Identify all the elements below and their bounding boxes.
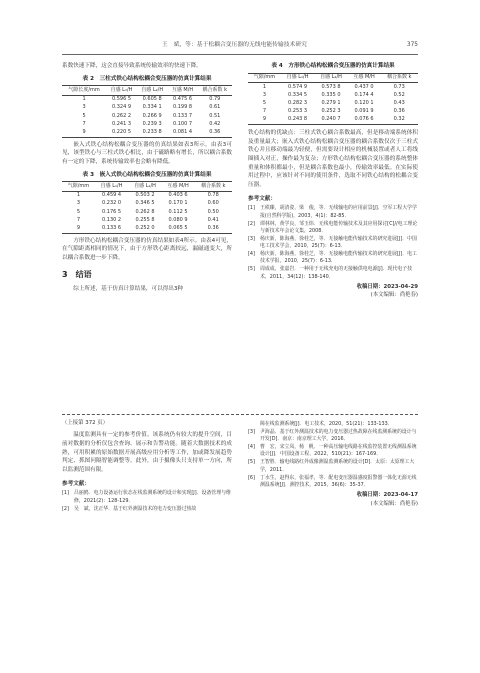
- table-cell: 0.262 8: [135, 208, 155, 215]
- reference-item: [248, 266, 418, 281]
- table-cell: 9: [62, 129, 106, 138]
- table-row: [248, 83, 418, 92]
- continued-left-column: [62, 419, 232, 513]
- table-header-cell: 互感 M/H: [162, 182, 195, 192]
- reference-list: [62, 490, 232, 513]
- reference-text: 王智胜．输电线路红外成像测温监测系统的设计[D]．太原：太原理工大学，2011．: [260, 459, 415, 473]
- reference-text: 王秩臻，胡清姿，梁 俊，等．无线输电的应用前景[J]．空军工程大学学报(自然科学版)，2003，4(1)：82-85．: [260, 205, 417, 219]
- table-cell: 0.239 3: [142, 120, 162, 127]
- table-cell: 0.199 8: [172, 104, 193, 111]
- table2: [62, 85, 232, 137]
- reference-list: [248, 421, 418, 489]
- table-cell: 1: [82, 96, 86, 103]
- reference-text: 丁水生，赵得东，张福孝，等．配电变压器温感度报警器一体化无源无线测温系统[J]．测控技术，2015，36(6)：35-37．: [260, 474, 417, 488]
- table-cell: 0.334 1: [142, 104, 162, 111]
- reference-text: 曹 宏，宋立凤，杨 帆．一种高压输电线路在线监控装置无线测温系统设计[J]．中国设备工程，2022，510(21)：167-169．: [260, 444, 417, 458]
- table-cell: 0.220 5: [106, 129, 137, 138]
- reference-list: [248, 205, 418, 281]
- table4-caption: 表 4 方形铁心结构松耦合变压器的仿真计算结果: [271, 63, 395, 69]
- reference-text: 尹海晶．基于红外测温技术的电力变压器过热故障在线监测系统的设计与开发[D]．南京：南京理工大学，2016．: [260, 428, 417, 443]
- table-cell: 7: [82, 120, 86, 127]
- reference-item: [248, 236, 418, 251]
- table-row: [62, 208, 232, 216]
- reference-number: [1]: [248, 205, 255, 212]
- table2-caption: 表 2 三柱式铁心结构松耦合变压器的仿真计算结果: [82, 75, 212, 82]
- reference-number: [1]: [62, 490, 69, 497]
- table-cell: 0.282 3: [288, 99, 308, 106]
- table-cell: 1: [262, 83, 267, 90]
- reference-number: [5]: [248, 266, 255, 273]
- table-cell: 0.335 0: [321, 91, 341, 98]
- table-cell: 0.52: [393, 91, 405, 98]
- table-cell: 0.346 5: [135, 200, 155, 207]
- table-row: [62, 112, 232, 120]
- table-cell: 7: [76, 216, 81, 223]
- table-cell: 0.78: [207, 192, 219, 199]
- table-cell: 0.100 7: [172, 120, 193, 127]
- table-header-cell: 互感 M/H: [168, 86, 198, 96]
- table-row: [62, 192, 232, 201]
- table-header-cell: 耦合系数 k: [380, 73, 418, 83]
- reference-number: [248, 421, 260, 428]
- table-row: [62, 200, 232, 208]
- body-paragraph: 温度监测具有一定的参考价值。该系统仍有较大的提升空间，目前对数据的分析仅包含查询、展示和告警功能。随着大数据技术的成熟，可用积累的原始数据开展高级应用分析等工作，加或降发展趋势判定、抓图问隔智能调整等。此外，由于摄像头只支持单一方向，所以监测范围有限。: [62, 432, 232, 473]
- table-cell: 0.240 7: [314, 116, 347, 125]
- right-column: [248, 62, 418, 300]
- table-cell: 0.596 5: [111, 96, 132, 103]
- table3: [62, 181, 232, 233]
- reference-item: [248, 251, 418, 266]
- reference-text: 吴 斌，沈正华．基于红外测温技术的电力变压器过热故: [74, 505, 197, 512]
- table-cell: 0.080 9: [168, 216, 188, 223]
- table-header-cell: 气隙/mm: [248, 73, 281, 83]
- page-number: 375: [406, 42, 418, 48]
- table-header-cell: 气隙长度/mm: [62, 86, 106, 96]
- table-cell: 0.60: [207, 200, 219, 207]
- table-cell: 0.475 6: [172, 96, 193, 103]
- table-cell: 0.334 5: [288, 91, 308, 98]
- body-paragraph: 方形铁心结构松耦合变压器的仿真结果如表4所示。由表4可见，在气隙距离相同的情况下，由于方形铁心距离较远，漏磁通变大，所以耦合系数进一步下降。: [62, 237, 232, 261]
- reference-item: [248, 221, 418, 236]
- table-cell: 0.176 5: [102, 208, 122, 215]
- table-cell: 0.574 9: [288, 83, 308, 90]
- table-cell: 0.253 3: [288, 107, 308, 114]
- table-cell: 3: [82, 104, 86, 111]
- reference-number: [2]: [62, 505, 69, 512]
- reference-text: 杨庆新，陈海燕，徐桂芝，等．无接触电能传输技术的研究进展[J]．中国电工技术学会，2010，25(7)：6-13．: [260, 235, 417, 250]
- reference-number: [2]: [248, 220, 255, 227]
- table-cell: 0.255 8: [135, 216, 155, 223]
- table-cell: 0.459 4: [102, 192, 122, 199]
- section-heading: 3 结语: [62, 269, 92, 279]
- table-header-cell: 自感 L₁/H: [95, 182, 128, 192]
- table-row: [62, 216, 232, 224]
- table-cell: 0.241 3: [111, 120, 132, 127]
- continued-note: （上接第 372 页）: [62, 420, 109, 426]
- table-cell: 0.36: [194, 225, 232, 234]
- reference-item: [248, 444, 418, 459]
- reference-item: [62, 490, 232, 505]
- table-cell: 9: [248, 116, 281, 125]
- table-cell: 0.279 1: [321, 99, 341, 106]
- reference-item: [248, 475, 418, 490]
- table-header-cell: 耦合系数 k: [194, 182, 232, 192]
- reference-item: [248, 459, 418, 474]
- table-cell: 0.32: [380, 116, 418, 125]
- table-cell: 0.170 1: [168, 200, 188, 207]
- table-header-cell: 互感 M/H: [348, 73, 381, 83]
- table-header-cell: 自感 L₁/H: [106, 86, 137, 96]
- table4: [248, 73, 418, 125]
- running-header: [62, 41, 418, 52]
- body-paragraph: 嵌入式铁心结构松耦合变压器的仿真结果如表3所示。由表3可见，该型铁心与三柱式铁心相比，由于磁路略有增长，所以耦合系数有一定的下降，系统传输效率也会略有降低。: [62, 141, 232, 165]
- table-cell: 0.120 1: [354, 99, 374, 106]
- table-cell: 7: [262, 107, 267, 114]
- reference-text: 障在线监测系统[J]．电工技术，2020，51(21)：133-133．: [260, 421, 393, 427]
- table-cell: 5: [76, 208, 81, 215]
- table-cell: 0.065 5: [162, 225, 195, 234]
- table-row: [248, 92, 418, 100]
- table-cell: 0.266 9: [142, 112, 162, 119]
- table-cell: 9: [62, 225, 95, 234]
- references-heading: 参考文献：: [248, 195, 276, 202]
- table-cell: 0.73: [393, 83, 405, 90]
- table-cell: 0.42: [209, 120, 221, 127]
- table-cell: 0.243 8: [281, 116, 314, 125]
- table-cell: 5: [262, 99, 267, 106]
- table-header-cell: 自感 L₁/H: [281, 73, 314, 83]
- table-cell: 0.252 0: [128, 225, 161, 234]
- reference-number: [3]: [248, 428, 255, 435]
- table-cell: 0.324 9: [111, 104, 132, 111]
- table-cell: 0.081 4: [168, 129, 198, 138]
- table-header-cell: 自感 L₂/H: [314, 73, 347, 83]
- table-cell: 0.252 3: [321, 107, 341, 114]
- reference-item: [248, 429, 418, 444]
- table-cell: 0.50: [207, 208, 219, 215]
- table-cell: 0.605 8: [142, 96, 162, 103]
- table-cell: 0.36: [393, 107, 405, 114]
- table-cell: 0.36: [198, 129, 232, 138]
- editor-note: (本文编辑：尚艳春): [370, 500, 418, 507]
- header-rule: [62, 54, 418, 55]
- reference-item: [248, 205, 418, 220]
- table-cell: 0.403 6: [168, 192, 188, 199]
- table-header-cell: 自感 L₂/H: [128, 182, 161, 192]
- reference-text: 谭林林，黄学良，邹玉炜．无线电能传输技术及其应用探讨[C]//电工理论与新技术年会论文集，2008．: [260, 220, 418, 234]
- table-cell: 0.130 2: [102, 216, 122, 223]
- editor-note: (本文编辑：尚艳春): [370, 292, 418, 299]
- reference-number: [3]: [248, 235, 255, 242]
- table-header-cell: 耦合系数 k: [198, 86, 232, 96]
- table-cell: 0.133 7: [172, 112, 193, 119]
- reference-number: [4]: [248, 444, 255, 451]
- table-cell: 0.79: [209, 96, 221, 103]
- table-header-cell: 气隙/mm: [62, 182, 95, 192]
- article-divider: [62, 414, 418, 415]
- body-paragraph: 综上所述，基于仿真计算结果，可以得出3种: [73, 286, 184, 293]
- header-title: 王 斌，等：基于松耦合变压器的无线电能传输技术研究: [161, 42, 307, 48]
- body-paragraph: 系数快速下降，这会直接导致系统传输效率的快速下降。: [62, 63, 202, 69]
- table-cell: 0.174 4: [354, 91, 374, 98]
- table-cell: 0.232 0: [102, 200, 122, 207]
- table-cell: 0.503 2: [135, 192, 155, 199]
- table-cell: 0.43: [393, 99, 405, 106]
- received-date: 收稿日期：2023-04-29: [356, 283, 418, 290]
- table-cell: 0.437 0: [354, 83, 374, 90]
- table-row: [248, 108, 418, 116]
- table-row: [62, 129, 232, 138]
- reference-text: 吕丽鸥．电力设备运行状态在线监测系统的设计和实现[J]．设备管理与维修，2021(2)：128-129．: [74, 490, 231, 504]
- reference-text: 周成成，张嘉岩．一种用于无线充电的无接触供电电源[J]．现代电子技术，2011，34(12)：138-140．: [260, 266, 412, 280]
- continued-right-column: [248, 421, 418, 508]
- reference-text: 杨庆新，陈海燕，徐桂芝，等．无接触电能传输技术的研究进展[J]．电工技术学报，2010，25(7)：6-13．: [260, 250, 417, 265]
- table-cell: 0.573 8: [321, 83, 341, 90]
- table-cell: 0.133 6: [95, 225, 128, 234]
- table-header-cell: 自感 L₂/H: [137, 86, 168, 96]
- reference-item: [62, 506, 232, 513]
- received-date: 收稿日期：2023-04-17: [356, 492, 418, 499]
- references-heading: 参考文献：: [62, 480, 90, 487]
- table-cell: 3: [262, 91, 267, 98]
- table-cell: 0.091 9: [354, 107, 374, 114]
- reference-number: [6]: [248, 474, 255, 481]
- table-row: [248, 100, 418, 108]
- table3-caption: 表 3 嵌入式铁心结构松耦合变压器的仿真计算结果: [82, 171, 212, 178]
- reference-item: [248, 421, 418, 428]
- table-row: [62, 120, 232, 128]
- table-cell: 5: [82, 112, 86, 119]
- table-cell: 0.262 2: [111, 112, 132, 119]
- table-cell: 1: [76, 192, 81, 199]
- left-column: [62, 62, 232, 295]
- reference-number: [4]: [248, 250, 255, 257]
- reference-number: [5]: [248, 459, 255, 466]
- table-row: [248, 116, 418, 125]
- table-cell: 0.41: [207, 216, 219, 223]
- table-cell: 0.233 8: [137, 129, 168, 138]
- table-row: [62, 225, 232, 234]
- body-paragraph: 铁心结构的优缺点：三柱式铁心耦合系数最高，但是移动端系统体积及重量最大；嵌入式铁心结构松耦合变压器的耦合系数仅次于三柱式铁心并且移动端最为轻便，但需要设计相应的机械装置或者人工将线圈插入对正，操作最为复杂；方形铁心结构松耦合变压器的系统整体重量和体积都最小，但是耦合系数也最小，传输效率最低。在实际使用过程中，应该针对不同的使用条件，选取不同铁心结构的松耦合变压器。: [248, 130, 418, 188]
- table-cell: 0.51: [209, 112, 221, 119]
- table-row: [62, 96, 232, 105]
- table-cell: 3: [76, 200, 81, 207]
- table-cell: 0.112 5: [168, 208, 188, 215]
- table-cell: 0.61: [209, 104, 221, 111]
- table-row: [62, 104, 232, 112]
- table-cell: 0.076 6: [348, 116, 381, 125]
